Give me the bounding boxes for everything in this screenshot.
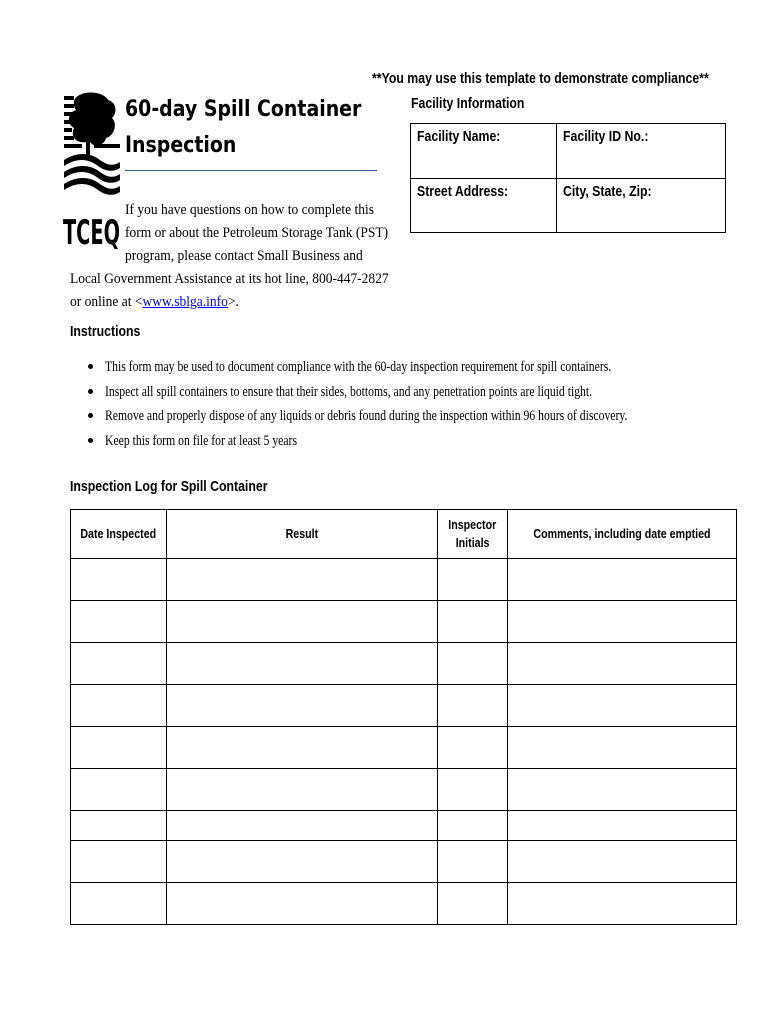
sblga-link[interactable]: www.sblga.info	[142, 294, 228, 310]
city-state-zip-label: City, State, Zip:	[563, 183, 652, 200]
initials-cell[interactable]	[438, 769, 508, 811]
intro-line-4: Local Government Assistance at its hot line, 800-447-2827	[70, 271, 389, 287]
table-row	[71, 727, 737, 769]
facility-id-label: Facility ID No.:	[563, 128, 649, 145]
intro-line-2: form or about the Petroleum Storage Tank (PST)	[125, 225, 389, 241]
tceq-logo	[63, 90, 120, 253]
table-row	[71, 841, 737, 883]
result-cell[interactable]	[167, 559, 438, 601]
street-address-label: Street Address:	[417, 183, 509, 200]
title-line-1: 60-day Spill Container	[125, 97, 362, 122]
date-cell[interactable]	[71, 643, 167, 685]
comments-cell[interactable]	[508, 769, 737, 811]
table-row	[71, 685, 737, 727]
intro-suffix: >.	[227, 294, 239, 310]
comments-cell[interactable]	[508, 841, 737, 883]
inspection-log-heading: Inspection Log for Spill Container	[70, 478, 268, 495]
initials-cell[interactable]	[438, 559, 508, 601]
intro-line-5	[70, 291, 239, 314]
comments-cell[interactable]	[508, 811, 737, 841]
result-cell[interactable]	[167, 601, 438, 643]
intro-line-1: If you have questions on how to complete this	[125, 202, 374, 218]
intro-line-3: program, please contact Small Business and	[125, 248, 363, 264]
table-row	[71, 601, 737, 643]
facility-info-label: Facility Information	[411, 95, 525, 112]
comments-cell[interactable]	[508, 559, 737, 601]
result-cell[interactable]	[167, 811, 438, 841]
result-cell[interactable]	[167, 685, 438, 727]
initials-cell[interactable]	[438, 727, 508, 769]
bullet-icon	[88, 364, 93, 369]
date-cell[interactable]	[71, 841, 167, 883]
result-cell[interactable]	[167, 769, 438, 811]
facility-name-cell[interactable]	[411, 124, 557, 179]
logo-text: TCEQ	[63, 213, 120, 253]
date-cell[interactable]	[71, 601, 167, 643]
date-cell[interactable]	[71, 769, 167, 811]
inspection-log-table	[70, 509, 737, 925]
result-cell[interactable]	[167, 643, 438, 685]
city-state-zip-cell[interactable]	[557, 179, 725, 232]
initials-line-1: Inspector	[448, 517, 497, 532]
facility-id-cell[interactable]	[557, 124, 725, 179]
col-date-inspected: Date Inspected	[71, 510, 167, 559]
page-title	[125, 92, 361, 164]
facility-name-label: Facility Name:	[417, 128, 501, 145]
table-row	[71, 559, 737, 601]
result-cell[interactable]	[167, 883, 438, 925]
result-cell[interactable]	[167, 841, 438, 883]
initials-cell[interactable]	[438, 643, 508, 685]
initials-cell[interactable]	[438, 841, 508, 883]
date-cell[interactable]	[71, 811, 167, 841]
title-underline	[125, 170, 377, 171]
table-header-row	[71, 510, 737, 559]
street-address-cell[interactable]	[411, 179, 557, 232]
initials-cell[interactable]	[438, 685, 508, 727]
bullet-icon	[88, 438, 93, 443]
compliance-notice: **You may use this template to demonstrate compliance**	[372, 70, 709, 87]
initials-cell[interactable]	[438, 601, 508, 643]
date-cell[interactable]	[71, 559, 167, 601]
comments-cell[interactable]	[508, 601, 737, 643]
facility-info-table	[410, 123, 726, 233]
col-inspector-initials	[438, 510, 508, 559]
title-line-2: Inspection	[125, 133, 237, 158]
date-cell[interactable]	[71, 883, 167, 925]
initials-line-2: Initials	[455, 535, 490, 550]
date-cell[interactable]	[71, 727, 167, 769]
initials-cell[interactable]	[438, 811, 508, 841]
intro-prefix: or online at <	[70, 294, 143, 310]
comments-cell[interactable]	[508, 643, 737, 685]
date-cell[interactable]	[71, 685, 167, 727]
comments-cell[interactable]	[508, 727, 737, 769]
table-row	[71, 883, 737, 925]
col-result: Result	[167, 510, 438, 559]
col-comments: Comments, including date emptied	[508, 510, 737, 559]
instructions-heading: Instructions	[70, 323, 141, 340]
comments-cell[interactable]	[508, 685, 737, 727]
initials-cell[interactable]	[438, 883, 508, 925]
bullet-icon	[88, 413, 93, 418]
table-row	[71, 811, 737, 841]
table-row	[71, 643, 737, 685]
comments-cell[interactable]	[508, 883, 737, 925]
table-row	[71, 769, 737, 811]
result-cell[interactable]	[167, 727, 438, 769]
bullet-icon	[88, 389, 93, 394]
